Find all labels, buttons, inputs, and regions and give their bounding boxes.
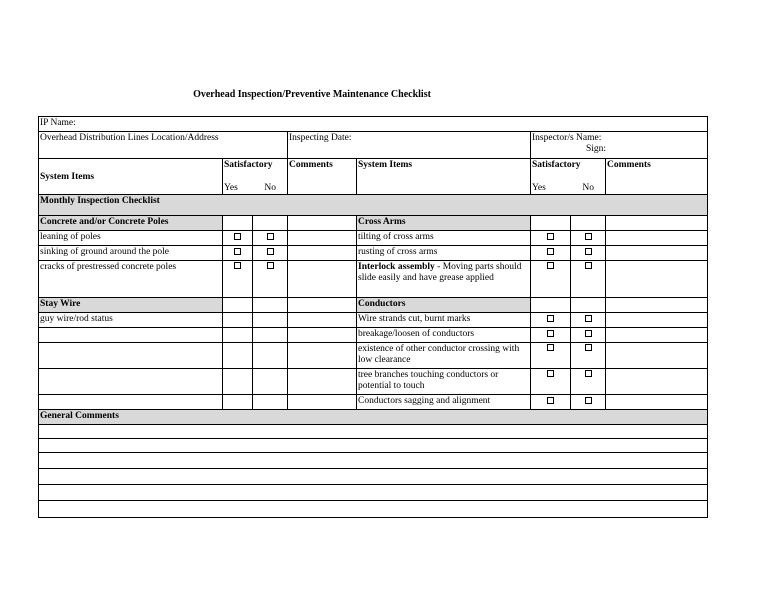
checkbox-icon (547, 397, 554, 404)
blank-cell (253, 298, 288, 313)
checkbox-icon (585, 344, 592, 351)
item-sinking-ground: sinking of ground around the pole (39, 246, 223, 261)
comment-cell[interactable] (288, 231, 357, 246)
item-leaning-poles: leaning of poles (39, 231, 223, 246)
blank-cell (253, 369, 288, 395)
no-label-right: No (582, 183, 594, 193)
satisfactory-label-right: Satisfactory (532, 160, 581, 170)
checkbox-icon (547, 262, 554, 269)
blank-cell (39, 369, 223, 395)
checkbox-icon (547, 248, 554, 255)
section-concrete-poles: Concrete and/or Concrete Poles (39, 216, 223, 231)
comment-cell[interactable] (606, 395, 708, 410)
col-header-satisfactory-left (223, 159, 288, 195)
checkbox-icon (234, 262, 241, 269)
general-comment-line[interactable] (39, 439, 708, 453)
blank-cell (288, 298, 357, 313)
item-guy-wire-status: guy wire/rod status (39, 313, 223, 328)
section-stay-wire: Stay Wire (39, 298, 223, 313)
checkbox-yes[interactable] (223, 231, 253, 246)
comment-cell[interactable] (288, 261, 357, 298)
checkbox-icon (267, 248, 274, 255)
checkbox-no[interactable] (253, 261, 288, 298)
checkbox-icon (267, 233, 274, 240)
comment-cell[interactable] (606, 343, 708, 369)
item-rusting-cross-arms: rusting of cross arms (357, 246, 531, 261)
yes-label-right: Yes (532, 183, 546, 193)
checkbox-icon (585, 315, 592, 322)
comment-cell[interactable] (606, 369, 708, 395)
interlock-description: - Moving parts should slide easily and have grease applied (358, 262, 522, 283)
interlock-bold-label: Interlock assembly (358, 262, 435, 272)
inspection-checklist-table (38, 116, 708, 518)
general-comment-line[interactable] (39, 453, 708, 469)
blank-cell (223, 216, 253, 231)
item-tree-branches: tree branches touching conductors or potential to touch (357, 369, 531, 395)
comment-cell[interactable] (606, 231, 708, 246)
yes-label-left: Yes (224, 183, 238, 193)
blank-cell (223, 395, 253, 410)
item-low-clearance-crossing: existence of other conductor crossing with low clearance (357, 343, 531, 369)
checkbox-icon (585, 370, 592, 377)
blank-cell (223, 298, 253, 313)
blank-cell (606, 216, 708, 231)
checkbox-no[interactable] (253, 246, 288, 261)
section-monthly-inspection: Monthly Inspection Checklist (39, 195, 708, 216)
checkbox-icon (547, 344, 554, 351)
blank-cell (606, 298, 708, 313)
table-row (39, 246, 708, 261)
blank-cell (223, 313, 253, 328)
item-breakage-conductors: breakage/loosen of conductors (357, 328, 531, 343)
blank-cell (253, 343, 288, 369)
ip-name-field[interactable]: IP Name: (39, 117, 708, 132)
checkbox-icon (585, 248, 592, 255)
comment-cell[interactable] (606, 246, 708, 261)
blank-cell (39, 343, 223, 369)
comment-cell[interactable] (288, 328, 357, 343)
col-header-system-items-left: System Items (39, 159, 223, 195)
table-row (39, 313, 708, 328)
checkbox-icon (547, 370, 554, 377)
checkbox-icon (547, 315, 554, 322)
comment-cell[interactable] (606, 313, 708, 328)
checkbox-yes[interactable] (531, 231, 571, 246)
sign-label: Sign: (585, 144, 607, 154)
general-comment-line[interactable] (39, 501, 708, 518)
col-header-system-items-right: System Items (357, 159, 531, 195)
item-wire-strands: Wire strands cut, burnt marks (357, 313, 531, 328)
checkbox-yes[interactable] (531, 246, 571, 261)
inspector-field[interactable] (531, 132, 708, 159)
comment-cell[interactable] (288, 343, 357, 369)
checkbox-icon (234, 233, 241, 240)
blank-cell (223, 369, 253, 395)
blank-cell (223, 328, 253, 343)
blank-cell (531, 298, 571, 313)
blank-cell (39, 328, 223, 343)
blank-cell (253, 216, 288, 231)
no-label-left: No (264, 183, 276, 193)
col-header-comments-left: Comments (288, 159, 357, 195)
item-cracks-concrete-poles: cracks of prestressed concrete poles (39, 261, 223, 298)
comment-cell[interactable] (288, 369, 357, 395)
satisfactory-label-left: Satisfactory (224, 160, 273, 170)
checkbox-no[interactable] (571, 261, 606, 298)
checkbox-no[interactable] (571, 328, 606, 343)
section-conductors: Conductors (357, 298, 531, 313)
general-comment-line[interactable] (39, 485, 708, 501)
blank-cell (531, 216, 571, 231)
checkbox-yes[interactable] (223, 261, 253, 298)
checkbox-yes[interactable] (531, 328, 571, 343)
blank-cell (39, 395, 223, 410)
blank-cell (571, 216, 606, 231)
item-conductors-sagging: Conductors sagging and alignment (357, 395, 531, 410)
blank-cell (253, 395, 288, 410)
section-cross-arms: Cross Arms (357, 216, 531, 231)
checkbox-icon (585, 397, 592, 404)
checkbox-yes[interactable] (531, 261, 571, 298)
document-title: Overhead Inspection/Preventive Maintenance Checklist (193, 89, 431, 100)
checkbox-yes[interactable] (531, 395, 571, 410)
checkbox-no[interactable] (571, 313, 606, 328)
item-tilting-cross-arms: tilting of cross arms (357, 231, 531, 246)
comment-cell[interactable] (606, 261, 708, 298)
section-general-comments: General Comments (39, 410, 708, 425)
comment-cell[interactable] (288, 313, 357, 328)
blank-cell (253, 313, 288, 328)
checkbox-icon (547, 330, 554, 337)
checkbox-no[interactable] (571, 246, 606, 261)
checkbox-icon (234, 248, 241, 255)
checkbox-no[interactable] (571, 395, 606, 410)
checkbox-yes[interactable] (531, 343, 571, 369)
table-row (39, 369, 708, 395)
comment-cell[interactable] (606, 328, 708, 343)
table-row (39, 343, 708, 369)
checkbox-icon (585, 233, 592, 240)
general-comment-line[interactable] (39, 425, 708, 439)
comment-cell[interactable] (288, 395, 357, 410)
checkbox-icon (267, 262, 274, 269)
location-field[interactable]: Overhead Distribution Lines Location/Address (39, 132, 288, 159)
col-header-satisfactory-right (531, 159, 606, 195)
checkbox-no[interactable] (571, 369, 606, 395)
checkbox-no[interactable] (253, 231, 288, 246)
checkbox-icon (585, 330, 592, 337)
table-row (39, 231, 708, 246)
table-row (39, 395, 708, 410)
inspector-name-label: Inspector/s Name: (532, 133, 602, 143)
blank-cell (253, 328, 288, 343)
blank-cell (223, 343, 253, 369)
table-row (39, 328, 708, 343)
checkbox-yes[interactable] (531, 369, 571, 395)
comment-cell[interactable] (288, 246, 357, 261)
blank-cell (288, 216, 357, 231)
blank-cell (571, 298, 606, 313)
checkbox-no[interactable] (571, 343, 606, 369)
checkbox-icon (547, 233, 554, 240)
general-comment-line[interactable] (39, 469, 708, 485)
checkbox-yes[interactable] (531, 313, 571, 328)
inspecting-date-field[interactable]: Inspecting Date: (288, 132, 531, 159)
table-row (39, 261, 708, 298)
col-header-comments-right: Comments (606, 159, 708, 195)
checkbox-icon (585, 262, 592, 269)
checkbox-no[interactable] (571, 231, 606, 246)
checkbox-yes[interactable] (223, 246, 253, 261)
item-interlock-assembly (357, 261, 531, 298)
